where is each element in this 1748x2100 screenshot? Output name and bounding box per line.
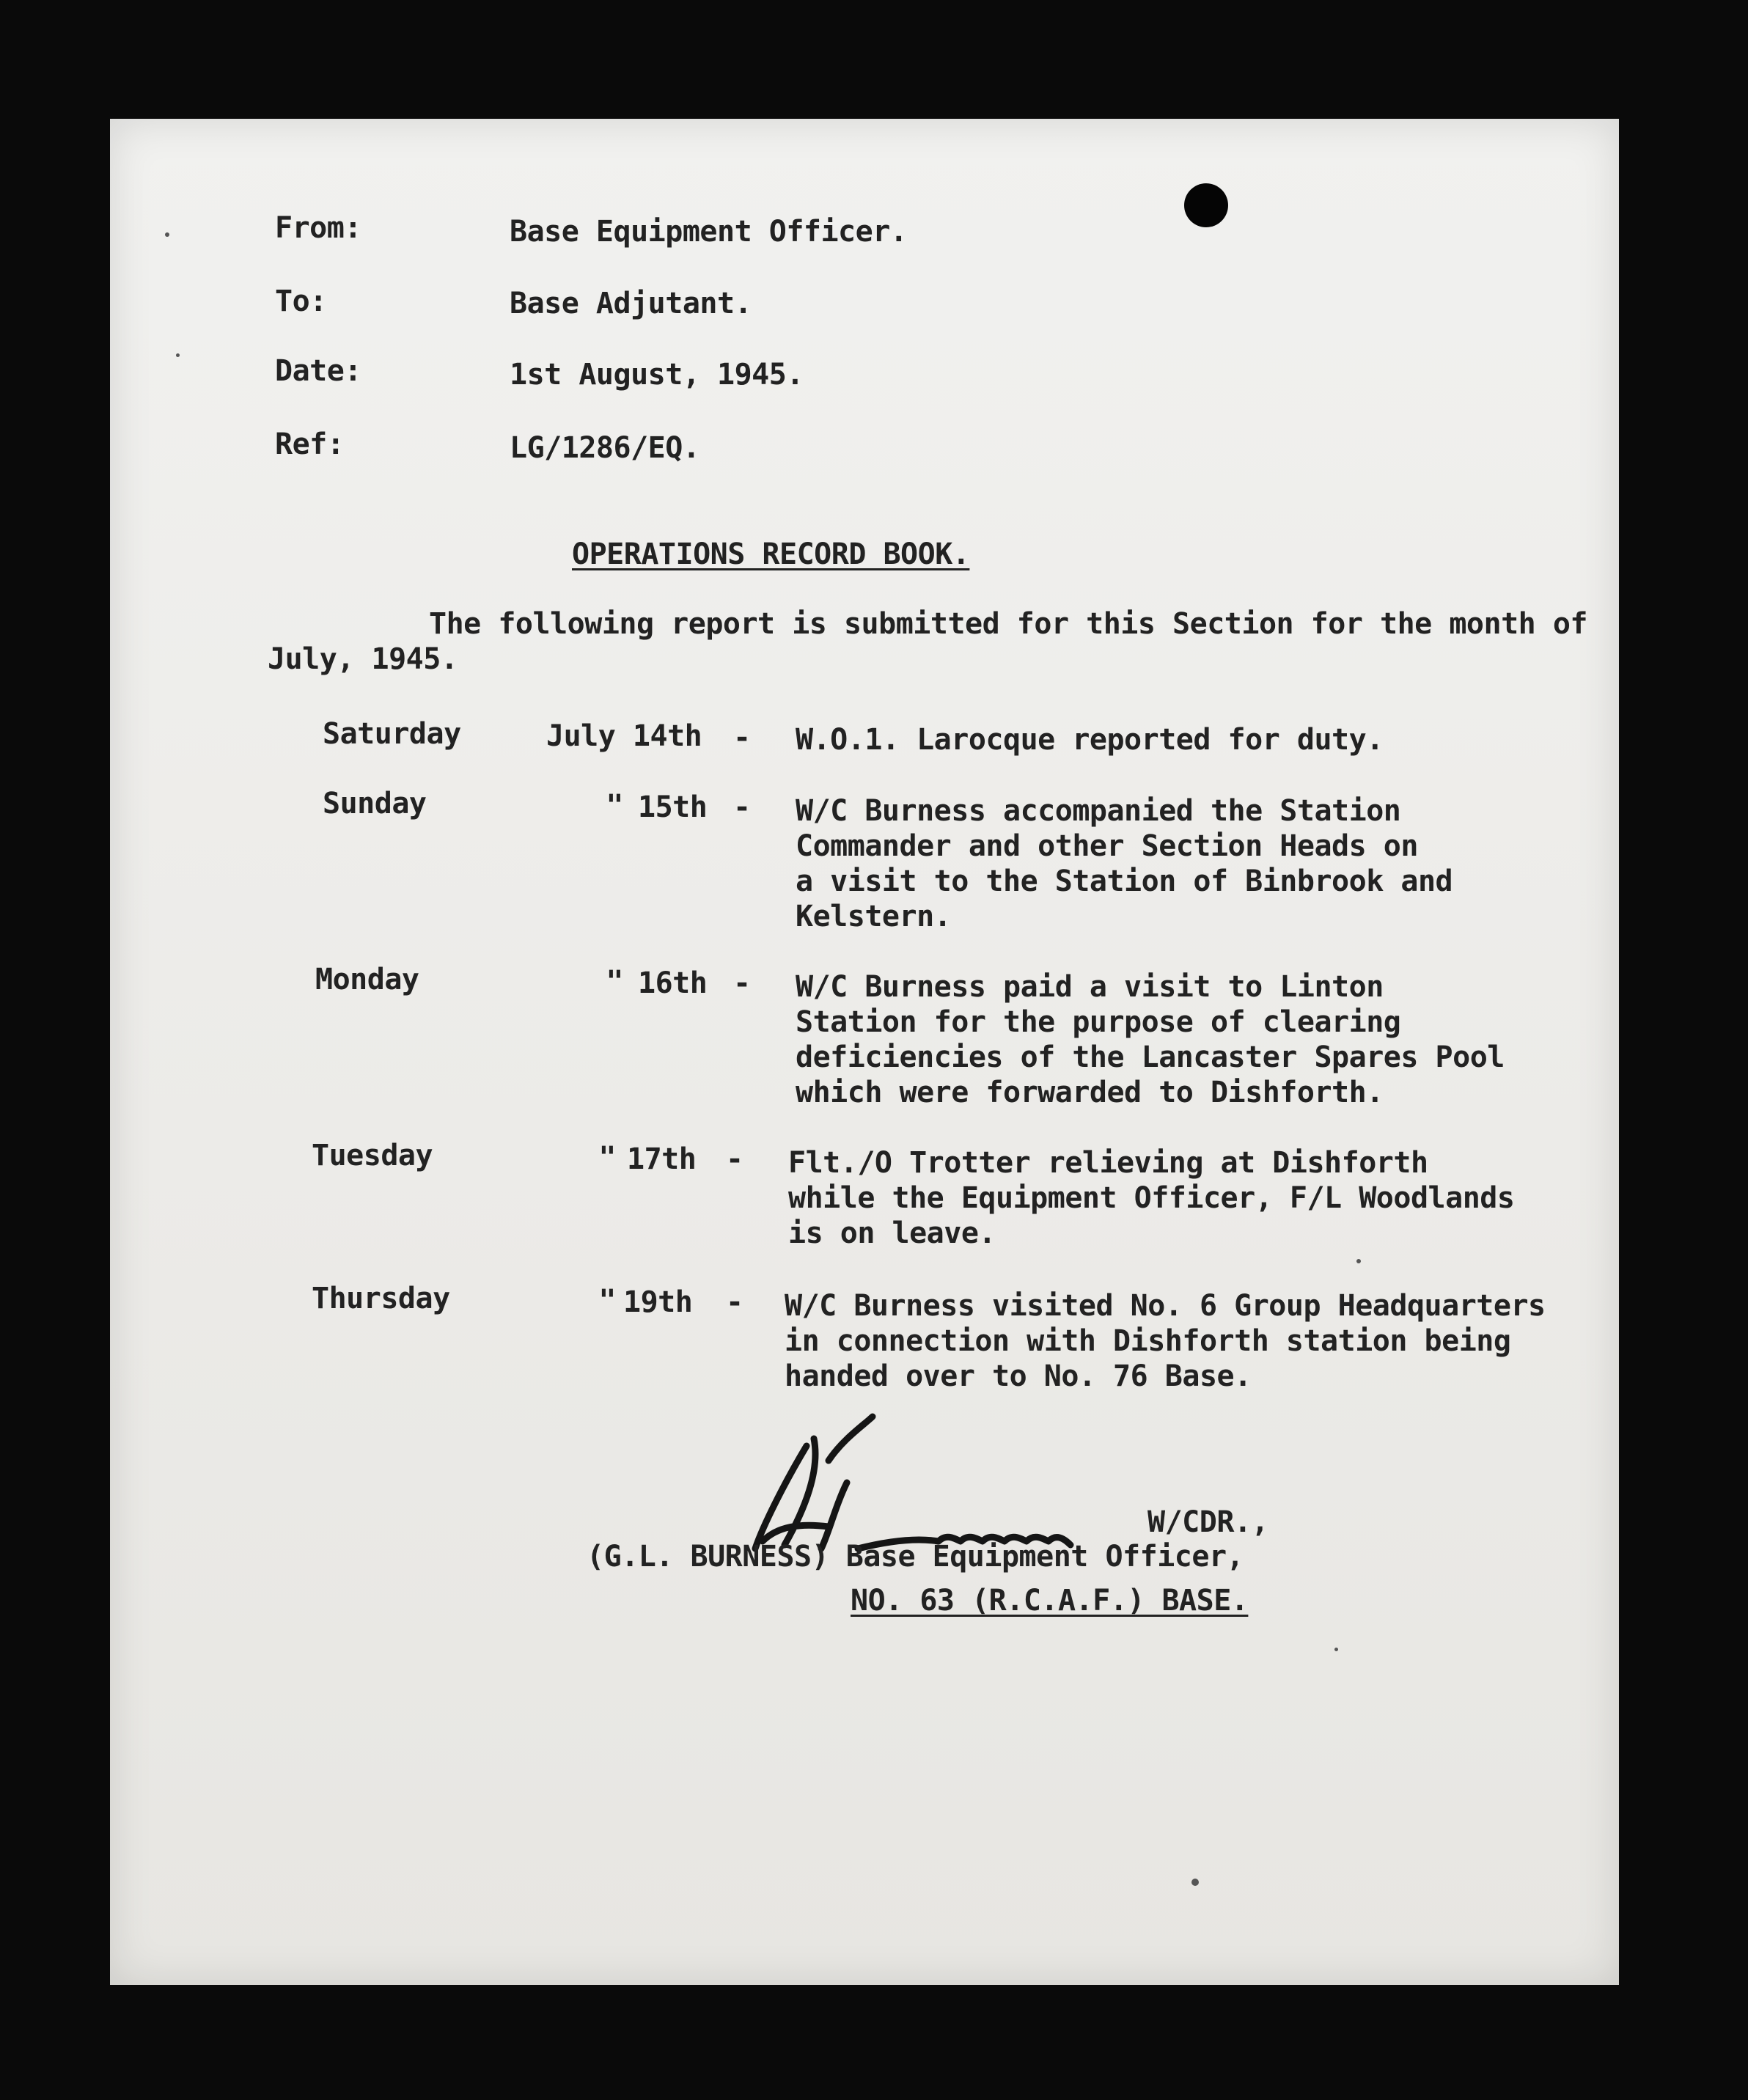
to-label: To:: [275, 284, 327, 318]
signature-name: (G.L. BURNESS) Base Equipment Officer,: [587, 1540, 1244, 1574]
speck: [165, 232, 169, 237]
entry-day: Thursday: [312, 1282, 450, 1315]
entry-dash: -: [726, 1285, 743, 1319]
entry-date: 19th: [623, 1285, 693, 1319]
date-label: Date:: [275, 354, 361, 388]
speck: [1356, 1259, 1361, 1263]
entry-date: 15th: [638, 790, 708, 824]
entry-text: W/C Burness accompanied the Station Commander and other Section Heads on a visit to the Station of Binbrook and Kelstern.: [796, 794, 1453, 933]
intro-paragraph: The following report is submitted for this Section for the month of July, 1945.: [268, 607, 1587, 676]
punch-hole: [1184, 183, 1228, 227]
entry-date: 17th: [627, 1142, 697, 1176]
to-value: Base Adjutant.: [510, 287, 752, 320]
entry-day: Monday: [315, 963, 419, 996]
entry-ditto: ": [598, 1141, 616, 1175]
entry-text: Flt./O Trotter relieving at Dishforth while the Equipment Officer, F/L Woodlands is on leave.: [788, 1146, 1515, 1250]
entry-ditto: ": [606, 965, 623, 999]
from-value: Base Equipment Officer.: [510, 215, 908, 249]
entry-date: July 14th: [546, 719, 702, 753]
entry-day: Saturday: [323, 717, 461, 751]
entry-ditto: ": [598, 1284, 616, 1318]
entry-dash: -: [726, 1142, 743, 1176]
entry-text: W/C Burness paid a visit to Linton Station for the purpose of clearing deficiencies of the Lancaster Spares Pool which were forwarded to Dishforth.: [796, 970, 1505, 1109]
speck: [1334, 1648, 1338, 1651]
entry-dash: -: [733, 966, 751, 1000]
entry-ditto: ": [606, 789, 623, 823]
ref-value: LG/1286/EQ.: [510, 431, 700, 465]
date-value: 1st August, 1945.: [510, 358, 804, 392]
entry-dash: -: [733, 721, 751, 755]
entry-day: Tuesday: [312, 1139, 433, 1172]
document-page: [110, 119, 1619, 1985]
signature-rank: W/CDR.,: [1147, 1505, 1269, 1539]
from-label: From:: [275, 211, 361, 245]
speck: [1191, 1879, 1199, 1886]
entry-day: Sunday: [323, 787, 427, 820]
entry-text: W/C Burness visited No. 6 Group Headquarters in connection with Dishforth station being handed over to No. 76 Base.: [785, 1289, 1546, 1393]
ref-label: Ref:: [275, 427, 345, 461]
entry-dash: -: [733, 790, 751, 824]
speck: [176, 353, 180, 357]
signature-base: NO. 63 (R.C.A.F.) BASE.: [851, 1584, 1249, 1618]
entry-text: W.O.1. Larocque reported for duty.: [796, 723, 1384, 757]
entry-date: 16th: [638, 966, 708, 1000]
document-title: OPERATIONS RECORD BOOK.: [572, 537, 970, 571]
